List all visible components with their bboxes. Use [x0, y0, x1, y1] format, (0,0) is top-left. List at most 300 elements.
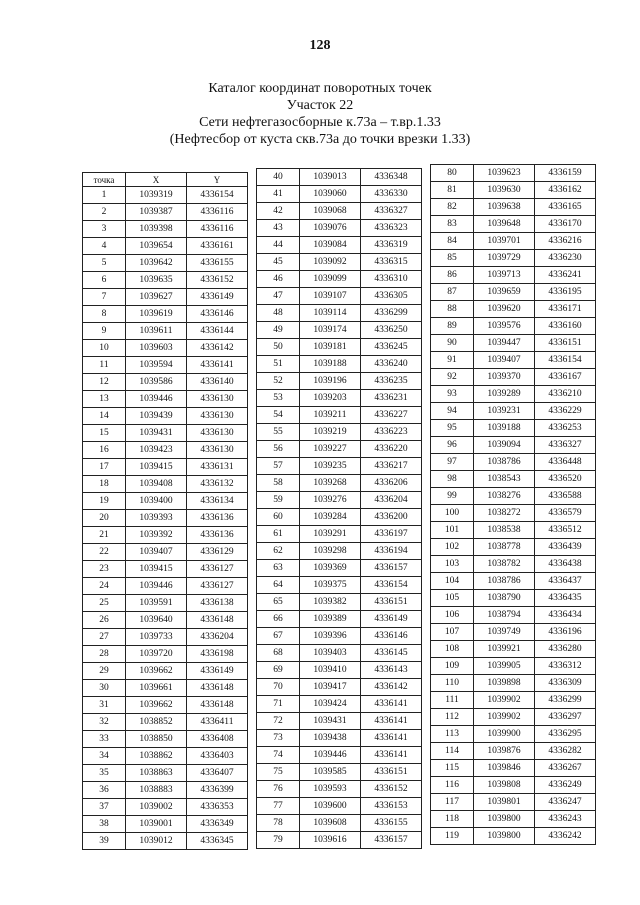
x-coordinate: 1039902 [474, 709, 535, 726]
x-coordinate: 1039576 [474, 318, 535, 335]
x-coordinate: 1039094 [474, 437, 535, 454]
x-coordinate: 1039403 [300, 645, 361, 662]
x-coordinate: 1039800 [474, 811, 535, 828]
point-number: 32 [83, 714, 126, 731]
x-coordinate: 1039291 [300, 526, 361, 543]
point-number: 25 [83, 595, 126, 612]
y-coordinate: 4336235 [361, 373, 422, 390]
x-coordinate: 1039400 [126, 493, 187, 510]
point-number: 116 [431, 777, 474, 794]
table-row [83, 663, 248, 680]
y-coordinate: 4336194 [361, 543, 422, 560]
point-number: 18 [83, 476, 126, 493]
point-number: 28 [83, 646, 126, 663]
point-number: 64 [257, 577, 300, 594]
x-coordinate: 1039594 [126, 357, 187, 374]
point-number: 3 [83, 221, 126, 238]
point-number: 88 [431, 301, 474, 318]
y-coordinate: 4336295 [535, 726, 596, 743]
point-number: 77 [257, 798, 300, 815]
x-coordinate: 1039749 [474, 624, 535, 641]
x-coordinate: 1039593 [300, 781, 361, 798]
point-number: 99 [431, 488, 474, 505]
table-row [431, 301, 596, 318]
point-number: 23 [83, 561, 126, 578]
y-coordinate: 4336247 [535, 794, 596, 811]
title-line-2: Участок 22 [286, 98, 354, 113]
x-coordinate: 1039092 [300, 254, 361, 271]
point-number: 71 [257, 696, 300, 713]
point-number: 16 [83, 442, 126, 459]
x-coordinate: 1039284 [300, 509, 361, 526]
point-number: 45 [257, 254, 300, 271]
table-row [83, 476, 248, 493]
table-row [431, 794, 596, 811]
point-number: 111 [431, 692, 474, 709]
x-coordinate: 1039174 [300, 322, 361, 339]
table-row [431, 658, 596, 675]
y-coordinate: 4336242 [535, 828, 596, 845]
y-coordinate: 4336280 [535, 641, 596, 658]
table-row [257, 832, 422, 849]
y-coordinate: 4336154 [361, 577, 422, 594]
point-number: 108 [431, 641, 474, 658]
point-number: 21 [83, 527, 126, 544]
y-coordinate: 4336411 [187, 714, 248, 731]
table-row [431, 539, 596, 556]
point-number: 49 [257, 322, 300, 339]
point-number: 81 [431, 182, 474, 199]
y-coordinate: 4336216 [535, 233, 596, 250]
table-row [431, 335, 596, 352]
table-row [431, 471, 596, 488]
point-number: 91 [431, 352, 474, 369]
y-coordinate: 4336323 [361, 220, 422, 237]
point-number: 113 [431, 726, 474, 743]
y-coordinate: 4336144 [187, 323, 248, 340]
table-row [257, 441, 422, 458]
x-coordinate: 1039808 [474, 777, 535, 794]
point-number: 61 [257, 526, 300, 543]
table-row [257, 339, 422, 356]
table-row [83, 357, 248, 374]
y-coordinate: 4336579 [535, 505, 596, 522]
point-number: 38 [83, 816, 126, 833]
x-coordinate: 1039446 [300, 747, 361, 764]
x-coordinate: 1039203 [300, 390, 361, 407]
point-number: 90 [431, 335, 474, 352]
x-coordinate: 1039447 [474, 335, 535, 352]
point-number: 98 [431, 471, 474, 488]
x-coordinate: 1039431 [300, 713, 361, 730]
point-number: 85 [431, 250, 474, 267]
point-number: 51 [257, 356, 300, 373]
point-number: 103 [431, 556, 474, 573]
point-number: 101 [431, 522, 474, 539]
x-coordinate: 1039410 [300, 662, 361, 679]
table-row [257, 713, 422, 730]
point-number: 34 [83, 748, 126, 765]
table-row [257, 288, 422, 305]
table-row [257, 645, 422, 662]
table-row [431, 743, 596, 760]
x-coordinate: 1039661 [126, 680, 187, 697]
point-number: 78 [257, 815, 300, 832]
point-number: 11 [83, 357, 126, 374]
table-row [431, 199, 596, 216]
table-row [257, 305, 422, 322]
table-row [431, 692, 596, 709]
point-number: 10 [83, 340, 126, 357]
x-coordinate: 1039654 [126, 238, 187, 255]
x-coordinate: 1038272 [474, 505, 535, 522]
table-row [257, 169, 422, 186]
x-coordinate: 1039423 [126, 442, 187, 459]
point-number: 30 [83, 680, 126, 697]
y-coordinate: 4336165 [535, 199, 596, 216]
point-number: 100 [431, 505, 474, 522]
table-row [83, 697, 248, 714]
y-coordinate: 4336167 [535, 369, 596, 386]
y-coordinate: 4336130 [187, 408, 248, 425]
x-coordinate: 1039107 [300, 288, 361, 305]
table-row [431, 607, 596, 624]
table-row [83, 731, 248, 748]
point-number: 117 [431, 794, 474, 811]
y-coordinate: 4336130 [187, 442, 248, 459]
y-coordinate: 4336204 [187, 629, 248, 646]
y-coordinate: 4336157 [361, 560, 422, 577]
table-row [257, 220, 422, 237]
table-row [431, 454, 596, 471]
table-row [431, 505, 596, 522]
point-number: 70 [257, 679, 300, 696]
x-coordinate: 1038852 [126, 714, 187, 731]
y-coordinate: 4336299 [535, 692, 596, 709]
y-coordinate: 4336148 [187, 612, 248, 629]
y-coordinate: 4336512 [535, 522, 596, 539]
y-coordinate: 4336151 [535, 335, 596, 352]
x-coordinate: 1039289 [474, 386, 535, 403]
y-coordinate: 4336327 [535, 437, 596, 454]
x-coordinate: 1039900 [474, 726, 535, 743]
x-coordinate: 1039370 [474, 369, 535, 386]
point-number: 97 [431, 454, 474, 471]
table-row [83, 323, 248, 340]
y-coordinate: 4336227 [361, 407, 422, 424]
point-number: 12 [83, 374, 126, 391]
y-coordinate: 4336198 [187, 646, 248, 663]
point-number: 29 [83, 663, 126, 680]
y-coordinate: 4336399 [187, 782, 248, 799]
point-number: 52 [257, 373, 300, 390]
table-row [83, 391, 248, 408]
point-number: 63 [257, 560, 300, 577]
table-row [431, 267, 596, 284]
y-coordinate: 4336154 [187, 187, 248, 204]
point-number: 66 [257, 611, 300, 628]
y-coordinate: 4336141 [361, 730, 422, 747]
point-number: 20 [83, 510, 126, 527]
y-coordinate: 4336149 [361, 611, 422, 628]
point-number: 1 [83, 187, 126, 204]
point-number: 119 [431, 828, 474, 845]
x-coordinate: 1039585 [300, 764, 361, 781]
table-row [257, 594, 422, 611]
y-coordinate: 4336141 [361, 747, 422, 764]
table-row [257, 373, 422, 390]
point-number: 22 [83, 544, 126, 561]
table-row [83, 306, 248, 323]
table-row [257, 628, 422, 645]
y-coordinate: 4336138 [187, 595, 248, 612]
table-row [431, 641, 596, 658]
table-row [257, 407, 422, 424]
x-coordinate: 1039800 [474, 828, 535, 845]
y-coordinate: 4336250 [361, 322, 422, 339]
x-coordinate: 1039611 [126, 323, 187, 340]
y-coordinate: 4336408 [187, 731, 248, 748]
x-coordinate: 1039638 [474, 199, 535, 216]
x-coordinate: 1039398 [126, 221, 187, 238]
x-coordinate: 1039733 [126, 629, 187, 646]
table-row [431, 709, 596, 726]
y-coordinate: 4336196 [535, 624, 596, 641]
document-title [0, 80, 640, 148]
y-coordinate: 4336146 [187, 306, 248, 323]
y-coordinate: 4336153 [361, 798, 422, 815]
x-coordinate: 1039415 [126, 459, 187, 476]
x-coordinate: 1039060 [300, 186, 361, 203]
table-row [431, 420, 596, 437]
x-coordinate: 1039438 [300, 730, 361, 747]
point-number: 83 [431, 216, 474, 233]
y-coordinate: 4336353 [187, 799, 248, 816]
y-coordinate: 4336312 [535, 658, 596, 675]
point-number: 41 [257, 186, 300, 203]
x-coordinate: 1039188 [474, 420, 535, 437]
point-number: 87 [431, 284, 474, 301]
point-number: 36 [83, 782, 126, 799]
point-number: 79 [257, 832, 300, 849]
point-number: 44 [257, 237, 300, 254]
y-coordinate: 4336348 [361, 169, 422, 186]
x-coordinate: 1039635 [126, 272, 187, 289]
y-coordinate: 4336160 [535, 318, 596, 335]
x-coordinate: 1039921 [474, 641, 535, 658]
point-number: 58 [257, 475, 300, 492]
x-coordinate: 1039013 [300, 169, 361, 186]
y-coordinate: 4336229 [535, 403, 596, 420]
y-coordinate: 4336305 [361, 288, 422, 305]
header-y: Y [187, 173, 248, 187]
table-row [257, 203, 422, 220]
y-coordinate: 4336148 [187, 697, 248, 714]
x-coordinate: 1039219 [300, 424, 361, 441]
x-coordinate: 1039701 [474, 233, 535, 250]
y-coordinate: 4336129 [187, 544, 248, 561]
table-row [431, 624, 596, 641]
table-row [257, 271, 422, 288]
table-row [83, 680, 248, 697]
table-row [83, 714, 248, 731]
point-number: 109 [431, 658, 474, 675]
x-coordinate: 1039648 [474, 216, 535, 233]
point-number: 57 [257, 458, 300, 475]
y-coordinate: 4336142 [361, 679, 422, 696]
table-row [257, 509, 422, 526]
table-row [431, 590, 596, 607]
y-coordinate: 4336155 [361, 815, 422, 832]
table-row [83, 612, 248, 629]
x-coordinate: 1039407 [474, 352, 535, 369]
point-number: 2 [83, 204, 126, 221]
point-number: 89 [431, 318, 474, 335]
x-coordinate: 1039235 [300, 458, 361, 475]
table-row [83, 748, 248, 765]
table-row [83, 595, 248, 612]
table-row [83, 510, 248, 527]
table-row [431, 556, 596, 573]
x-coordinate: 1038543 [474, 471, 535, 488]
table-row [431, 369, 596, 386]
point-number: 86 [431, 267, 474, 284]
x-coordinate: 1038883 [126, 782, 187, 799]
y-coordinate: 4336141 [187, 357, 248, 374]
point-number: 105 [431, 590, 474, 607]
x-coordinate: 1039393 [126, 510, 187, 527]
x-coordinate: 1038794 [474, 607, 535, 624]
table-row [431, 675, 596, 692]
y-coordinate: 4336588 [535, 488, 596, 505]
point-number: 9 [83, 323, 126, 340]
x-coordinate: 1039001 [126, 816, 187, 833]
y-coordinate: 4336131 [187, 459, 248, 476]
y-coordinate: 4336143 [361, 662, 422, 679]
y-coordinate: 4336157 [361, 832, 422, 849]
table-row [83, 493, 248, 510]
point-number: 102 [431, 539, 474, 556]
y-coordinate: 4336154 [535, 352, 596, 369]
table-row [83, 578, 248, 595]
y-coordinate: 4336210 [535, 386, 596, 403]
y-coordinate: 4336130 [187, 391, 248, 408]
y-coordinate: 4336151 [361, 764, 422, 781]
x-coordinate: 1039446 [126, 391, 187, 408]
y-coordinate: 4336152 [187, 272, 248, 289]
table-row [431, 216, 596, 233]
table-row [431, 250, 596, 267]
x-coordinate: 1039114 [300, 305, 361, 322]
y-coordinate: 4336439 [535, 539, 596, 556]
x-coordinate: 1039408 [126, 476, 187, 493]
point-number: 33 [83, 731, 126, 748]
y-coordinate: 4336155 [187, 255, 248, 272]
y-coordinate: 4336161 [187, 238, 248, 255]
table-row [257, 492, 422, 509]
table-row [431, 284, 596, 301]
x-coordinate: 1039600 [300, 798, 361, 815]
table-row [257, 543, 422, 560]
point-number: 42 [257, 203, 300, 220]
table-row [431, 488, 596, 505]
y-coordinate: 4336134 [187, 493, 248, 510]
point-number: 54 [257, 407, 300, 424]
y-coordinate: 4336315 [361, 254, 422, 271]
table-row [83, 527, 248, 544]
point-number: 37 [83, 799, 126, 816]
table-row [83, 833, 248, 850]
x-coordinate: 1039630 [474, 182, 535, 199]
y-coordinate: 4336204 [361, 492, 422, 509]
x-coordinate: 1039616 [300, 832, 361, 849]
x-coordinate: 1039211 [300, 407, 361, 424]
point-number: 107 [431, 624, 474, 641]
y-coordinate: 4336116 [187, 221, 248, 238]
x-coordinate: 1039276 [300, 492, 361, 509]
y-coordinate: 4336231 [361, 390, 422, 407]
x-coordinate: 1039396 [300, 628, 361, 645]
x-coordinate: 1038778 [474, 539, 535, 556]
point-number: 75 [257, 764, 300, 781]
point-number: 80 [431, 165, 474, 182]
table-row [83, 408, 248, 425]
x-coordinate: 1039439 [126, 408, 187, 425]
x-coordinate: 1039902 [474, 692, 535, 709]
point-number: 59 [257, 492, 300, 509]
y-coordinate: 4336127 [187, 561, 248, 578]
table-row [83, 544, 248, 561]
table-row [257, 798, 422, 815]
x-coordinate: 1039382 [300, 594, 361, 611]
x-coordinate: 1039586 [126, 374, 187, 391]
point-number: 74 [257, 747, 300, 764]
y-coordinate: 4336206 [361, 475, 422, 492]
table-row [257, 611, 422, 628]
x-coordinate: 1039729 [474, 250, 535, 267]
x-coordinate: 1038850 [126, 731, 187, 748]
point-number: 96 [431, 437, 474, 454]
x-coordinate: 1039298 [300, 543, 361, 560]
x-coordinate: 1038538 [474, 522, 535, 539]
table-row [257, 781, 422, 798]
y-coordinate: 4336434 [535, 607, 596, 624]
x-coordinate: 1039876 [474, 743, 535, 760]
x-coordinate: 1039662 [126, 697, 187, 714]
x-coordinate: 1039369 [300, 560, 361, 577]
table-row [83, 799, 248, 816]
y-coordinate: 4336435 [535, 590, 596, 607]
table-row [83, 646, 248, 663]
point-number: 94 [431, 403, 474, 420]
y-coordinate: 4336151 [361, 594, 422, 611]
y-coordinate: 4336243 [535, 811, 596, 828]
point-number: 13 [83, 391, 126, 408]
x-coordinate: 1039389 [300, 611, 361, 628]
x-coordinate: 1039619 [126, 306, 187, 323]
x-coordinate: 1038276 [474, 488, 535, 505]
x-coordinate: 1039642 [126, 255, 187, 272]
point-number: 76 [257, 781, 300, 798]
point-number: 106 [431, 607, 474, 624]
title-line-3: Сети нефтегазосборные к.73а – т.вр.1.33 [199, 115, 441, 130]
table-row [431, 403, 596, 420]
x-coordinate: 1039446 [126, 578, 187, 595]
y-coordinate: 4336345 [187, 833, 248, 850]
table-row [83, 255, 248, 272]
point-number: 39 [83, 833, 126, 850]
point-number: 60 [257, 509, 300, 526]
